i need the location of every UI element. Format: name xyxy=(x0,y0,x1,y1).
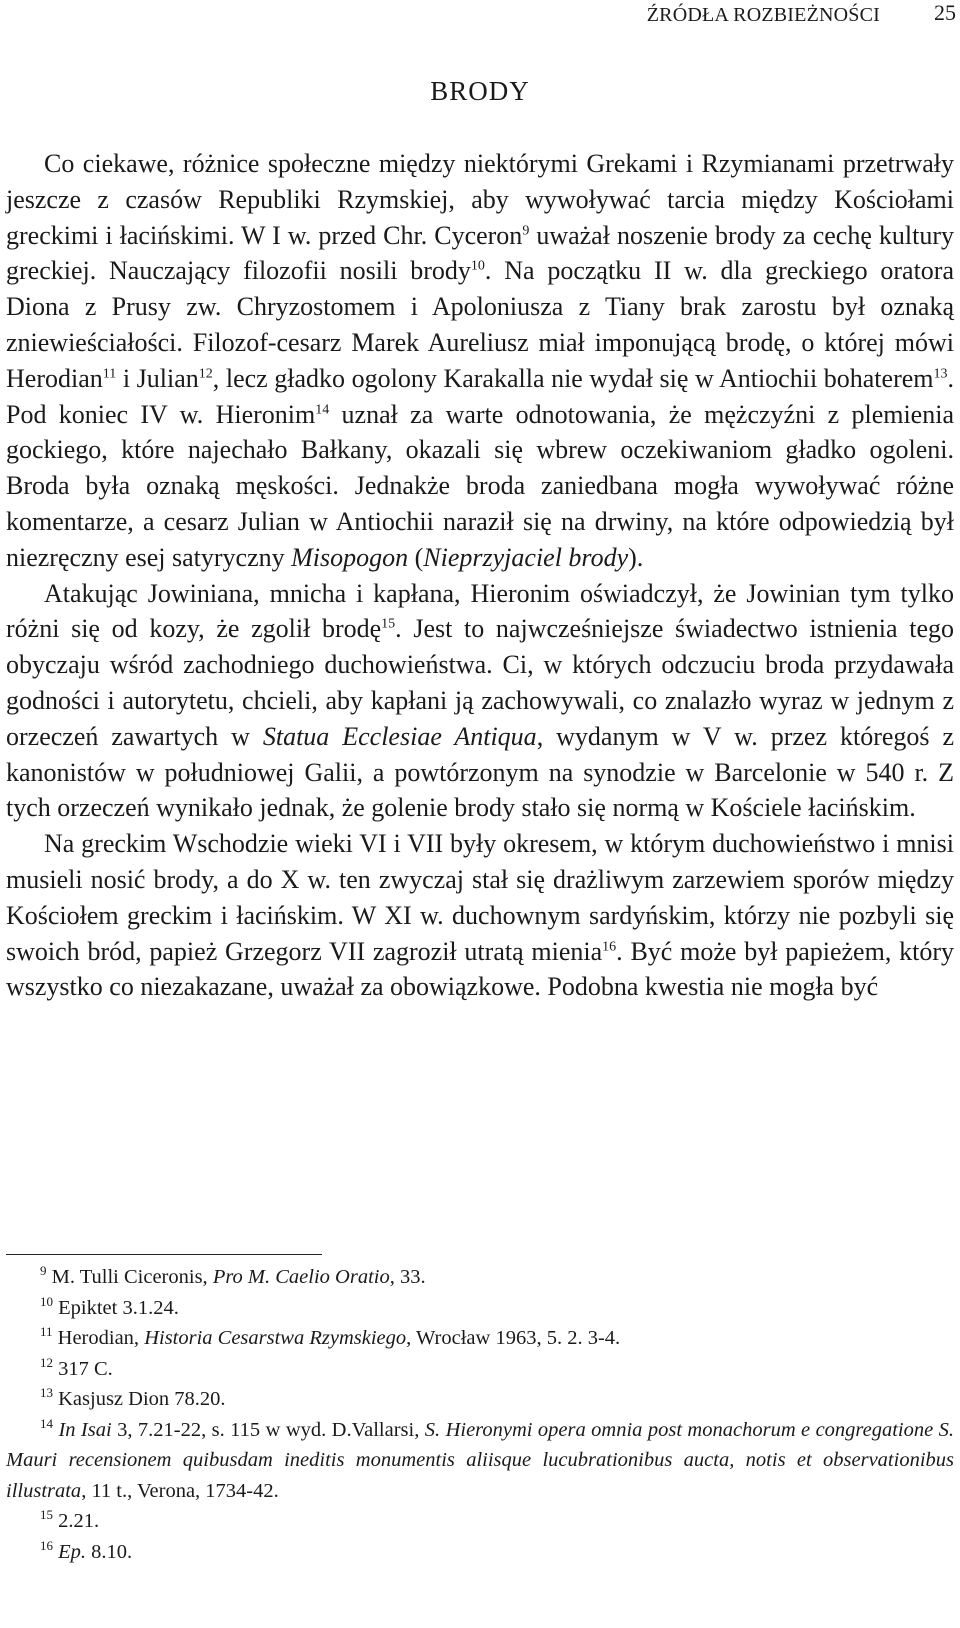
footnote-number: 13 xyxy=(40,1385,53,1401)
text-run: Co ciekawe, różnice społeczne między niektórymi Grekami i Rzymianami przetrwały jeszcze z czasów Republiki Rzymskiej, aby wywoływać tarcia między Kościołami greckimi i łacińskimi. W I w. przed Chr. Cyceron xyxy=(6,149,954,250)
text-run: 2.21. xyxy=(58,1510,100,1532)
paragraph xyxy=(6,146,954,576)
text-run: ( xyxy=(408,542,424,572)
section-title: BRODY xyxy=(430,76,530,106)
footnote-ref: 15 xyxy=(381,616,396,632)
footnote-separator xyxy=(6,1254,322,1255)
text-run: , Wrocław 1963, 5. 2. 3-4. xyxy=(406,1327,621,1349)
italic-text: Nieprzyjaciel brody xyxy=(423,542,629,572)
footnote-ref: 16 xyxy=(602,938,617,954)
italic-text: In Isai xyxy=(58,1418,112,1441)
footnote-ref: 13 xyxy=(933,366,948,382)
footnotes xyxy=(6,1262,954,1567)
italic-text: Pro M. Caelio Oratio xyxy=(212,1266,390,1288)
text-run: Kasjusz Dion 78.20. xyxy=(58,1388,226,1410)
footnote-number: 9 xyxy=(40,1263,47,1279)
text-run: 8.10. xyxy=(86,1540,133,1563)
text-run: Na greckim Wschodzie wieki VI i VII były okresem, w którym duchowieństwo i mnisi musieli nosić brody, a do X w. ten zwyczaj stał się drażliwym zarzewiem sporów między Kościołem greckim i łacińskim. W XI w. duchownym sardyńskim, którzy nie pozbyli się swoich bród, papież Grzegorz VII zagroził utratą mienia xyxy=(6,829,954,966)
text-run: Atakując Jowiniana, mnicha i kapłana, Hieronim oświadczył, że Jowinian tym tylko różni się od kozy, że zgolił brodę xyxy=(6,578,954,644)
text-run: , 11 t., Verona, 1734-42. xyxy=(81,1479,279,1502)
body-text xyxy=(6,146,954,1005)
footnote-number: 16 xyxy=(40,1537,53,1553)
text-run: uważał noszenie brody za cechę kultury greckiej. Nauczający filozofii nosili brody xyxy=(6,220,954,286)
footnote-number: 10 xyxy=(40,1293,53,1309)
footnote xyxy=(6,1262,954,1293)
text-run: Herodian, xyxy=(57,1327,145,1349)
footnote-ref: 9 xyxy=(522,222,530,238)
text-run: , wydanym w V w. przez któregoś z kanonistów w południowej Galii, a powtórzonym na synodzie w Barcelonie w 540 r. Z tych orzeczeń wynikało jednak, że golenie brody stało się normą w Kościele łacińskim. xyxy=(6,721,955,823)
footnote-number: 11 xyxy=(40,1324,53,1340)
footnote-ref: 14 xyxy=(315,401,330,417)
italic-text: Ep. xyxy=(58,1540,87,1563)
text-run: , 33. xyxy=(389,1266,426,1288)
italic-text: Statua Ecclesiae Antiqua xyxy=(262,721,537,751)
text-run: M. Tulli Ciceronis, xyxy=(51,1266,213,1288)
paragraph xyxy=(6,826,954,1005)
footnote-ref: 11 xyxy=(102,366,117,382)
italic-text: Misopogon xyxy=(291,542,409,572)
footnote-ref: 12 xyxy=(198,366,213,382)
paragraph xyxy=(6,576,954,827)
footnote xyxy=(6,1415,954,1507)
running-title: ŹRÓDŁA ROZBIEŻNOŚCI xyxy=(646,4,880,26)
footnote xyxy=(6,1384,954,1415)
text-run: . Być może był papieżem, który wszystko co niezakazane, uważał za obowiązkowe. Podobna kwestia nie mogła być xyxy=(6,936,954,1002)
text-run: ). xyxy=(628,542,644,572)
text-run: uznał za warte odnotowania, że mężczyźni z plemienia gockiego, które najechało Bałkany, okazali się wbrew oczekiwaniom gładko ogoleni. Broda była oznaką męskości. Jednakże broda zaniedbana mogła wywoływać różne komentarze, a cesarz Julian w Antiochii naraził się na drwiny, na które odpowiedzią był niezręczny esej satyryczny xyxy=(6,399,954,572)
footnote-number: 15 xyxy=(40,1507,53,1523)
text-run: Epiktet 3.1.24. xyxy=(58,1296,179,1319)
text-run: 3, 7.21-22, s. 115 w wyd. D.Vallarsi, xyxy=(111,1418,425,1441)
footnote-number: 12 xyxy=(40,1354,53,1370)
footnote-ref: 10 xyxy=(470,258,485,274)
footnote xyxy=(6,1354,954,1385)
text-run: i Julian xyxy=(116,363,199,393)
italic-text: Historia Cesarstwa Rzymskiego xyxy=(144,1327,407,1349)
footnote xyxy=(6,1537,954,1568)
footnote xyxy=(6,1506,954,1537)
text-run: . Na początku II w. dla greckiego oratora Diona z Prusy zw. Chryzostomem i Apoloniusza z Tiany brak zarostu był oznaką zniewieściałości. Filozof-cesarz Marek Aureliusz miał imponującą brodę, o której mówi Herodian xyxy=(6,256,955,393)
text-run: , lecz gładko ogolony Karakalla nie wydał się w Antiochii bohaterem xyxy=(212,363,934,393)
text-run: 317 C. xyxy=(58,1357,113,1380)
footnote xyxy=(6,1293,954,1324)
text-run: . Pod koniec IV w. Hieronim xyxy=(6,363,954,429)
footnote xyxy=(6,1323,954,1354)
running-head xyxy=(0,0,960,28)
page-number: 25 xyxy=(934,0,956,25)
footnote-number: 14 xyxy=(40,1415,53,1431)
italic-text: S. Hieronymi opera omnia post monachorum e congregatione S. Mauri recensionem quibusdam ineditis monumentis aliisque lucubrationibus aucta, notis et observationibus illustrata xyxy=(6,1418,955,1502)
text-run: . Jest to najwcześniejsze świadectwo istnienia tego obyczaju wśród zachodniego duchowieństwa. Ci, w których odczuciu broda przydawała godności i autorytetu, chcieli, aby kapłani ją zachowywali, co znalazło wyraz w jednym z orzeczeń zawartych w xyxy=(6,614,954,751)
